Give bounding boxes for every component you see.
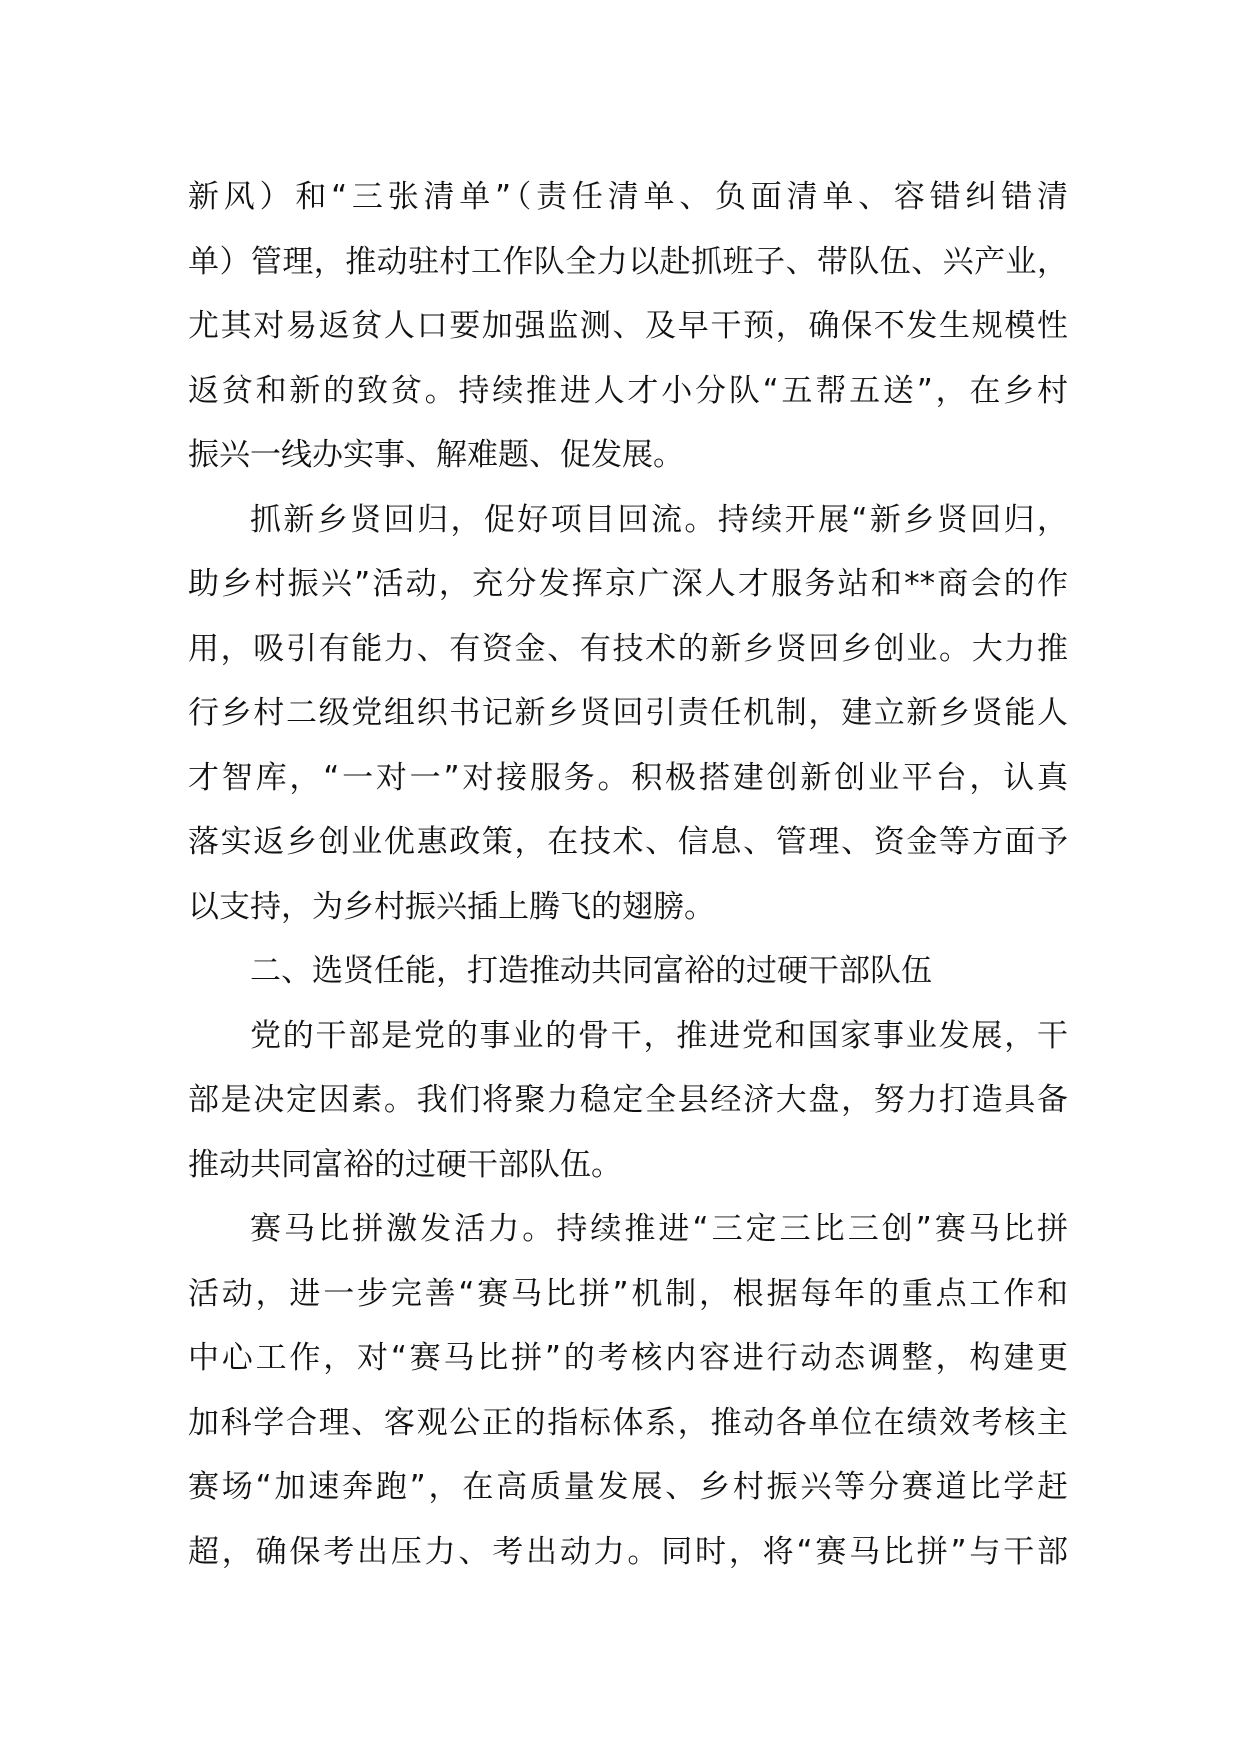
text-line: 行乡村二级党组织书记新乡贤回引责任机制，建立新乡贤能人 bbox=[188, 695, 1068, 731]
section-heading-text: 二、选贤任能，打造推动共同富裕的过硬干部队伍 bbox=[250, 953, 932, 989]
text-line: 助乡村振兴”活动，充分发挥京广深人才服务站和**商会的作 bbox=[188, 566, 1068, 602]
text-line: 以支持，为乡村振兴插上腾飞的翅膀。 bbox=[188, 888, 715, 925]
text-line: 落实返乡创业优惠政策，在技术、信息、管理、资金等方面予 bbox=[188, 824, 1068, 860]
text-line: 加科学合理、客观公正的指标体系，推动各单位在绩效考核主 bbox=[188, 1404, 1068, 1441]
text-line: 中心工作，对“赛马比拼”的考核内容进行动态调整，构建更 bbox=[188, 1340, 1068, 1376]
text-line: 超，确保考出压力、考出动力。同时，将“赛马比拼”与干部 bbox=[188, 1533, 1068, 1570]
text-line: 单）管理，推动驻村工作队全力以赴抓班子、带队伍、兴产业， bbox=[188, 243, 1068, 280]
text-line: 党的干部是党的事业的骨干，推进党和国家事业发展，干 bbox=[250, 1017, 1068, 1054]
document-body bbox=[188, 165, 1068, 1584]
paragraph-cadre-intro bbox=[188, 1004, 1068, 1198]
text-line: 推动共同富裕的过硬干部队伍。 bbox=[188, 1146, 622, 1183]
text-line: 赛马比拼激发活力。持续推进“三定三比三创”赛马比拼 bbox=[250, 1211, 1068, 1247]
text-line: 尤其对易返贫人口要加强监测、及早干预，确保不发生规模性 bbox=[188, 308, 1068, 344]
text-line: 用，吸引有能力、有资金、有技术的新乡贤回乡创业。大力推 bbox=[188, 630, 1068, 667]
text-line: 返贫和新的致贫。持续推进人才小分队“五帮五送”，在乡村 bbox=[188, 372, 1068, 409]
section-heading bbox=[188, 939, 1068, 1004]
text-line: 才智库，“一对一”对接服务。积极搭建创新创业平台，认真 bbox=[188, 759, 1068, 796]
text-line: 活动，进一步完善“赛马比拼”机制，根据每年的重点工作和 bbox=[188, 1275, 1068, 1312]
text-line: 新风）和“三张清单”（责任清单、负面清单、容错纠错清 bbox=[188, 179, 1068, 215]
text-line: 振兴一线办实事、解难题、促发展。 bbox=[188, 437, 684, 473]
text-line: 部是决定因素。我们将聚力稳定全县经济大盘，努力打造具备 bbox=[188, 1082, 1068, 1118]
paragraph-continuation bbox=[188, 165, 1068, 488]
text-line: 抓新乡贤回归，促好项目回流。持续开展“新乡贤回归， bbox=[250, 501, 1068, 538]
paragraph-horse-race-competition bbox=[188, 1197, 1068, 1584]
text-line: 赛场“加速奔跑”，在高质量发展、乡村振兴等分赛道比学赶 bbox=[188, 1469, 1068, 1505]
paragraph-new-rural-talent bbox=[188, 488, 1068, 940]
